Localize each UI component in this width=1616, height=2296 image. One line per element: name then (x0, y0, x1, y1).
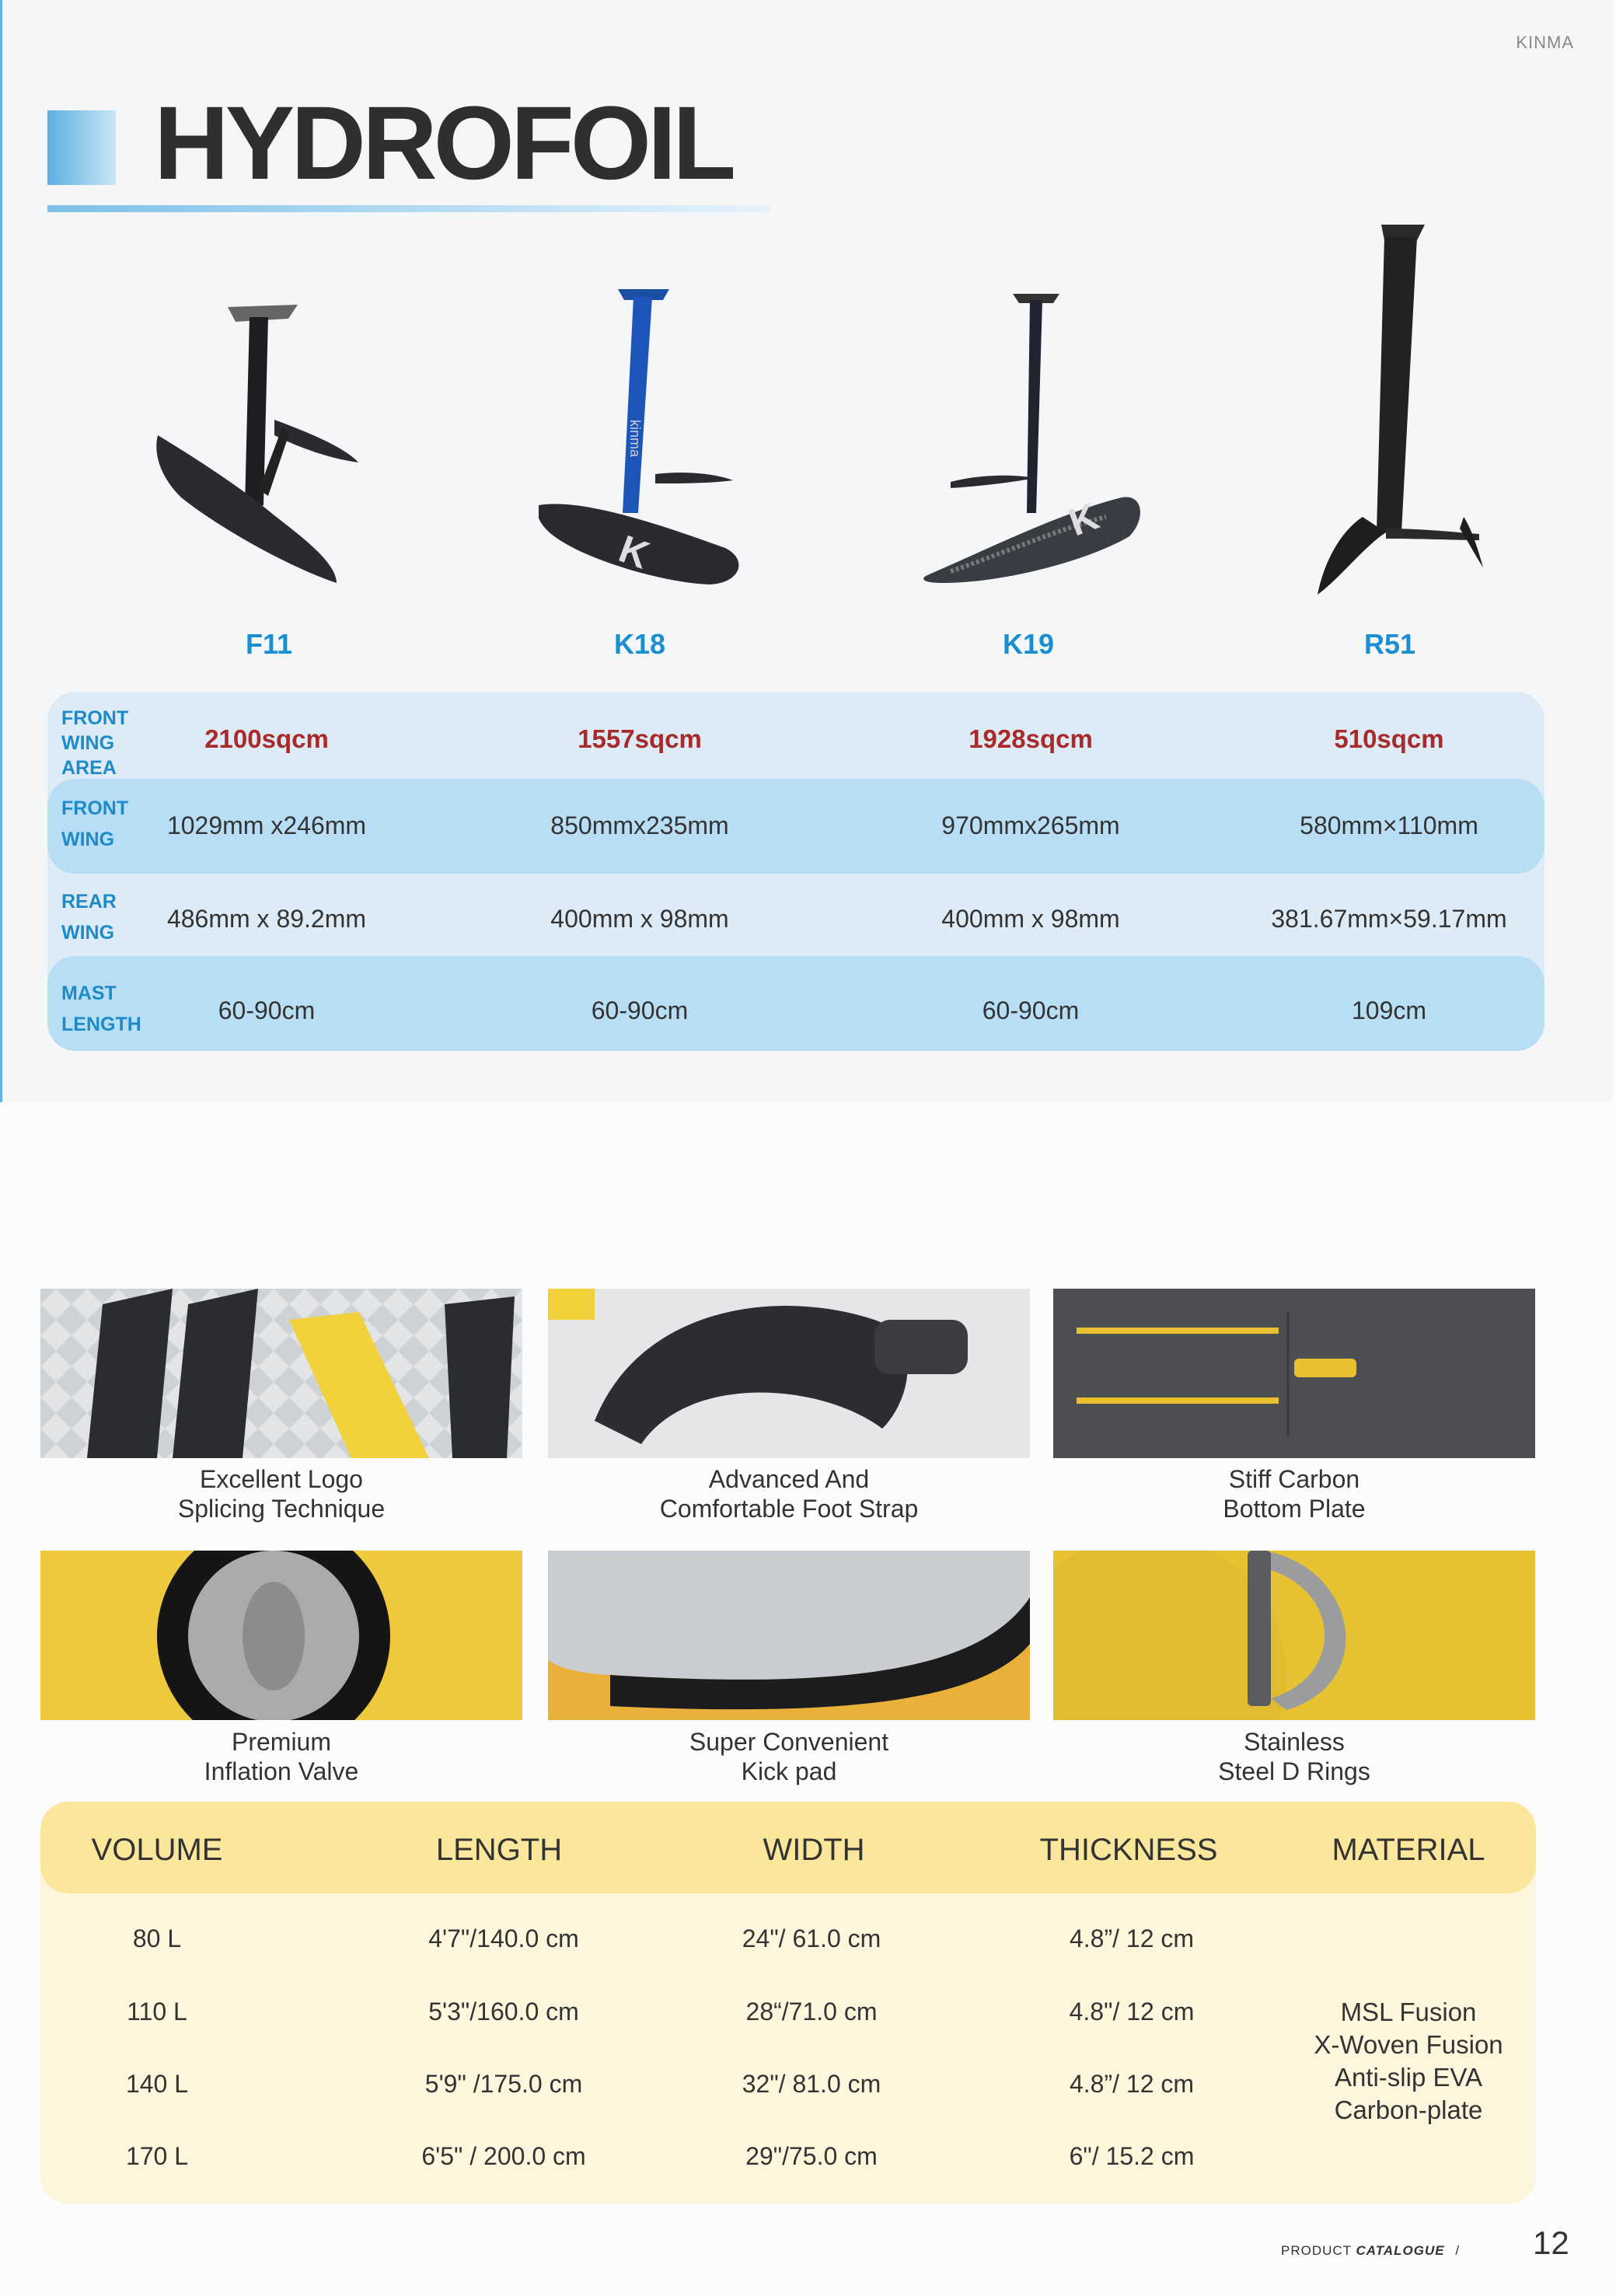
r51-foil-image (1300, 222, 1503, 602)
spec-row-front-wing (47, 779, 1544, 874)
row-label-line: WING (61, 732, 115, 754)
table-cell: 28“/71.0 cm (745, 1998, 878, 2026)
feature-caption (548, 1464, 1030, 1523)
caption-line: Kick pad (741, 1757, 837, 1785)
caption-line: Splicing Technique (177, 1495, 386, 1523)
page-number: 12 (1533, 2224, 1569, 2261)
spec-cell: 400mm x 98mm (941, 905, 1120, 933)
spec-cell: 400mm x 98mm (550, 905, 729, 933)
svg-text:K: K (613, 526, 655, 577)
feature-caption (40, 1464, 522, 1523)
svg-text:K: K (1063, 494, 1105, 545)
footer-catalogue (1281, 2243, 1460, 2259)
k19-foil-image (920, 280, 1153, 591)
spec-cell: 60-90cm (982, 996, 1080, 1024)
d-ring-photo (1053, 1551, 1535, 1720)
k18-foil-image (539, 280, 756, 591)
spec-cell: 109cm (1351, 996, 1427, 1024)
page-title: HYDROFOIL (154, 85, 733, 201)
row-label-line: WING (61, 922, 115, 944)
header-length: LENGTH (435, 1833, 563, 1867)
row-label-line: AREA (61, 757, 117, 779)
row-label-line: FRONT (61, 707, 129, 729)
table-cell: 6'5" / 200.0 cm (421, 2142, 586, 2170)
spec-cell: 1557sqcm (578, 724, 702, 753)
table-cell: 140 L (125, 2070, 189, 2098)
material-item: Carbon-plate (1334, 2095, 1483, 2124)
svg-text:kinma: kinma (627, 420, 643, 458)
table-cell: 4.8"/ 12 cm (1069, 1998, 1195, 2026)
inflation-valve-photo (40, 1551, 522, 1720)
title-underline (47, 205, 770, 212)
model-name-r51: R51 (1363, 628, 1416, 660)
header-width: WIDTH (763, 1833, 865, 1867)
spec-cell: 381.67mm×59.17mm (1271, 905, 1507, 933)
row-label-line: REAR (61, 891, 117, 912)
brand-label: KINMA (1516, 33, 1574, 52)
caption-line: Inflation Valve (204, 1757, 359, 1785)
material-item: X-Woven Fusion (1314, 2030, 1503, 2059)
feature-caption (1053, 1464, 1535, 1523)
spec-table (47, 692, 1544, 1051)
spec-cell: 850mmx235mm (550, 811, 729, 839)
table-cell: 4'7"/140.0 cm (428, 1924, 579, 1952)
table-cell: 4.8”/ 12 cm (1069, 1924, 1195, 1952)
footer-slash: / (1455, 2243, 1461, 2258)
row-label-line: FRONT (61, 797, 129, 819)
spec-cell: 580mm×110mm (1300, 811, 1478, 839)
table-cell: 6"/ 15.2 cm (1069, 2142, 1195, 2170)
header-volume: VOLUME (91, 1833, 223, 1867)
table-cell: 170 L (125, 2142, 189, 2170)
footer-catalogue-word: CATALOGUE (1356, 2243, 1445, 2258)
spec-cell: 1928sqcm (969, 724, 1093, 753)
table-cell: 5'9" /175.0 cm (424, 2070, 583, 2098)
spec-cell: 1029mm x246mm (166, 811, 367, 839)
material-list (1253, 1996, 1564, 2127)
table-cell: 4.8”/ 12 cm (1069, 2070, 1195, 2098)
caption-line: Comfortable Foot Strap (659, 1495, 919, 1523)
table-cell: 32"/ 81.0 cm (742, 2070, 881, 2098)
feature-caption (40, 1727, 522, 1786)
board-spec-table (40, 1802, 1536, 2204)
caption-line: Stainless (1244, 1728, 1345, 1756)
caption-line: Bottom Plate (1223, 1495, 1366, 1523)
spec-cell: 60-90cm (591, 996, 689, 1024)
footer-product: PRODUCT (1281, 2243, 1352, 2258)
table-cell: 80 L (132, 1924, 182, 1952)
table-cell: 110 L (127, 1998, 187, 2026)
material-item: MSL Fusion (1340, 1998, 1477, 2026)
spec-row-rear-wing (47, 872, 1544, 967)
table-cell: 5'3"/160.0 cm (428, 1998, 579, 2026)
header-material: MATERIAL (1332, 1833, 1485, 1867)
feature-caption (548, 1727, 1030, 1786)
caption-line: Excellent Logo (200, 1465, 363, 1493)
caption-line: Premium (231, 1728, 331, 1756)
f11-foil-image (150, 295, 368, 591)
caption-line: Super Convenient (689, 1728, 889, 1756)
row-label-line: MAST (61, 982, 117, 1004)
model-name-k18: K18 (613, 628, 666, 660)
spec-cell: 2100sqcm (204, 724, 329, 753)
model-name-f11: F11 (245, 628, 293, 660)
kick-pad-photo (548, 1551, 1030, 1720)
row-label-line: WING (61, 829, 115, 850)
hydrofoil-panel (0, 0, 1613, 1102)
caption-line: Stiff Carbon (1228, 1465, 1360, 1493)
table-cell: 29"/75.0 cm (745, 2142, 878, 2170)
spec-cell: 486mm x 89.2mm (166, 905, 367, 933)
spec-cell: 510sqcm (1334, 724, 1444, 753)
caption-line: Advanced And (708, 1465, 870, 1493)
feature-caption (1053, 1727, 1535, 1786)
caption-line: Steel D Rings (1218, 1757, 1370, 1785)
table-cell: 24"/ 61.0 cm (742, 1924, 881, 1952)
header-thickness: THICKNESS (1039, 1833, 1218, 1867)
spec-row-front-wing-area (47, 692, 1544, 787)
spec-row-mast-length (47, 956, 1544, 1051)
material-item: Anti-slip EVA (1334, 2063, 1483, 2092)
row-label-line: LENGTH (61, 1014, 141, 1035)
foot-strap-photo (548, 1289, 1030, 1458)
spec-cell: 970mmx265mm (941, 811, 1120, 839)
board-table-header (40, 1802, 1536, 1893)
spec-cell: 60-90cm (218, 996, 316, 1024)
carbon-plate-photo (1053, 1289, 1535, 1458)
title-accent-square (47, 110, 116, 185)
logo-splicing-photo (40, 1289, 522, 1458)
model-name-k19: K19 (1002, 628, 1055, 660)
